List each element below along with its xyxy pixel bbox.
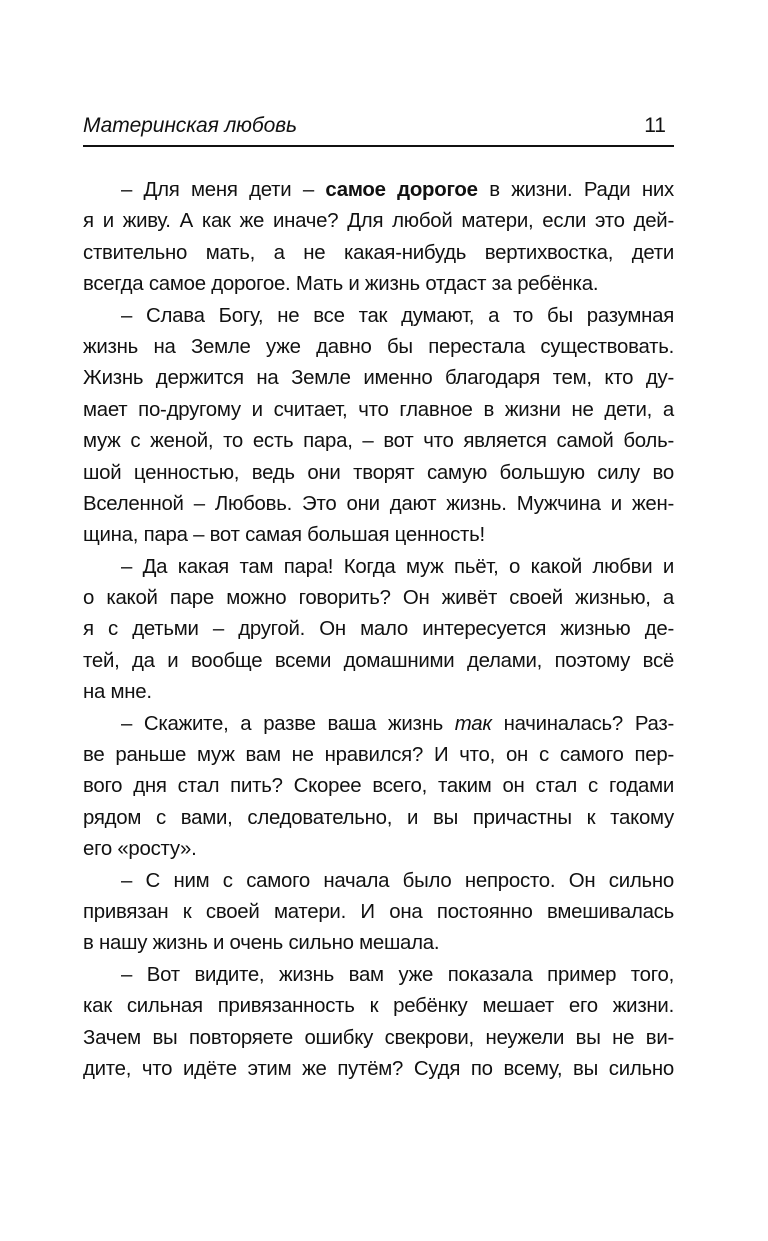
text-line: ве раньше муж вам не нравился? И что, он с самого пер- — [83, 744, 674, 767]
text-line: я и живу. А как же иначе? Для любой матери, если это дей- — [83, 210, 674, 233]
running-header — [83, 111, 674, 147]
emphasis-italic: так — [454, 712, 492, 735]
book-page — [83, 0, 674, 1241]
text-line: – Да какая там пара! Когда муж пьёт, о какой любви и — [121, 555, 674, 578]
text-line: щина, пара – вот самая большая ценность! — [83, 524, 485, 547]
text-line: мает по-другому и считает, что главное в жизни не дети, а — [83, 398, 674, 421]
text-line: дите, что идёте этим же путём? Судя по всему, вы сильно — [83, 1057, 674, 1080]
text-line: ствительно мать, а не какая-нибудь вертихвостка, дети — [83, 241, 674, 264]
body-text — [83, 175, 674, 1085]
text-line: Жизнь держится на Земле именно благодаря тем, кто ду- — [83, 367, 674, 390]
text-line: – Для меня дети – самое дорогое в жизни. Ради них — [121, 179, 674, 201]
text-line: вого дня стал пить? Скорее всего, таким он стал с годами — [83, 775, 674, 798]
text-line: я с детьми – другой. Он мало интересуется жизнью де- — [83, 618, 674, 641]
text-line: – Вот видите, жизнь вам уже показала пример того, — [121, 963, 674, 986]
text-line: – С ним с самого начала было непросто. Он сильно — [121, 869, 674, 892]
text-line: о какой паре можно говорить? Он живёт своей жизнью, а — [83, 587, 674, 610]
text-line: Зачем вы повторяете ошибку свекрови, неужели вы не ви- — [83, 1026, 674, 1049]
page-number: 11 — [644, 114, 666, 137]
text-line: его «росту». — [83, 838, 197, 861]
text-line: привязан к своей матери. И она постоянно вмешивалась — [83, 900, 674, 923]
text-line: муж с женой, то есть пара, – вот что является самой боль- — [83, 430, 674, 453]
running-title: Материнская любовь — [83, 114, 297, 137]
text-line: всегда самое дорогое. Мать и жизнь отдаст за ребёнка. — [83, 273, 599, 296]
emphasis-bold: самое дорогое — [325, 179, 478, 201]
text-line: – Слава Богу, не все так думают, а то бы разумная — [121, 304, 674, 327]
text-line: в нашу жизнь и очень сильно мешала. — [83, 932, 440, 955]
text-line: как сильная привязанность к ребёнку мешает его жизни. — [83, 995, 674, 1018]
text-line: шой ценностью, ведь они творят самую большую силу во — [83, 461, 674, 484]
text-line: Вселенной – Любовь. Это они дают жизнь. Мужчина и жен- — [83, 492, 674, 515]
text-line: на мне. — [83, 681, 152, 704]
text-line: жизнь на Земле уже давно бы перестала существовать. — [83, 335, 674, 358]
text-line: рядом с вами, следовательно, и вы причастны к такому — [83, 806, 674, 829]
text-line: – Скажите, а разве ваша жизнь так начиналась? Раз- — [121, 712, 674, 735]
text-line: тей, да и вообще всеми домашними делами, поэтому всё — [83, 649, 674, 672]
